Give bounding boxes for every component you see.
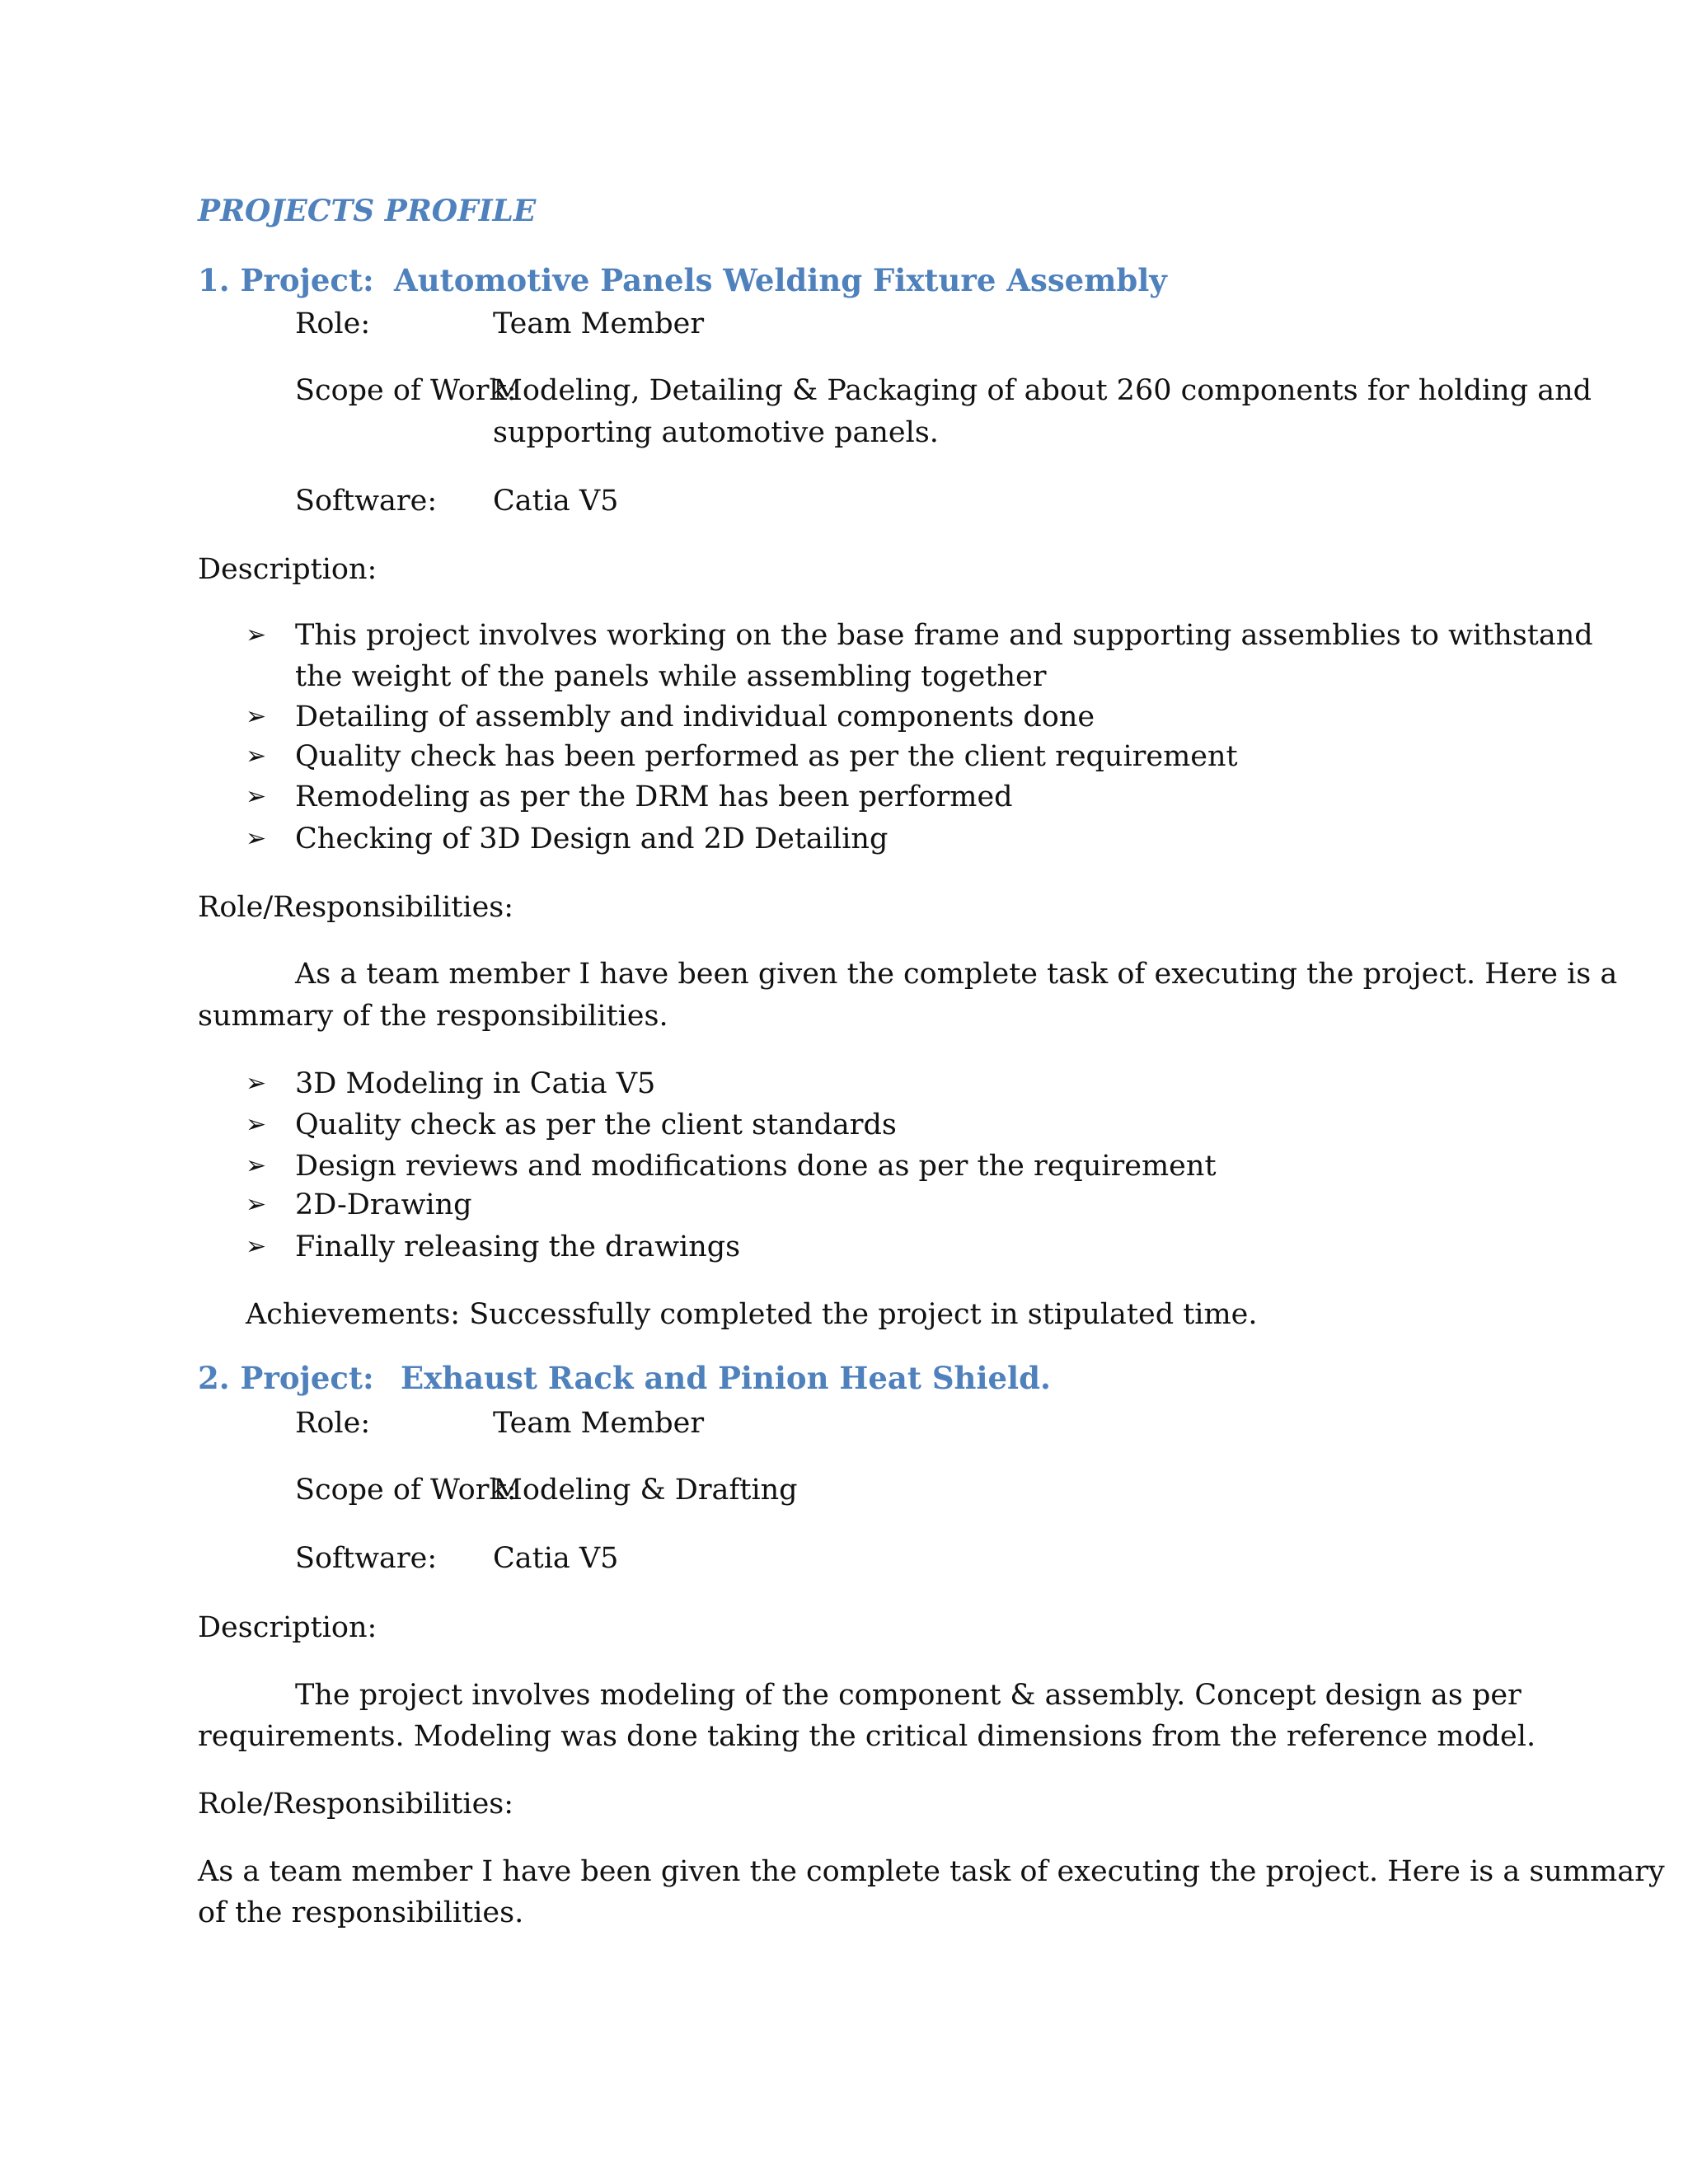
bullet-text: Checking of 3D Design and 2D Detailing	[295, 823, 889, 855]
arrow-bullet-icon: ➢	[246, 1151, 267, 1180]
arrow-bullet-icon: ➢	[246, 782, 267, 811]
project-1-responsibilities-intro-line2: summary of the responsibilities.	[198, 1000, 668, 1033]
project-1-description-bullet	[246, 776, 1013, 818]
project-2-scope-label: Scope of Work:	[295, 1474, 517, 1507]
project-2-scope-value: Modeling & Drafting	[493, 1474, 798, 1507]
project-1-responsibility-bullet	[246, 1226, 741, 1268]
project-1-description-bullet	[246, 615, 1593, 656]
project-1-description-bullet	[246, 696, 1095, 738]
project-1-description-bullet	[246, 818, 889, 860]
project-2-role-value: Team Member	[493, 1407, 705, 1440]
project-1-description-label: Description:	[198, 553, 377, 586]
project-1-responsibility-bullet	[246, 1104, 897, 1146]
project-2-responsibilities-intro-line2: of the responsibilities.	[198, 1896, 524, 1929]
project-1-number: 1. Project:	[198, 262, 374, 298]
arrow-bullet-icon: ➢	[246, 1110, 267, 1139]
project-2-number: 2. Project:	[198, 1360, 374, 1396]
project-1-responsibilities-label: Role/Responsibilities:	[198, 891, 514, 924]
project-2-software-value: Catia V5	[493, 1542, 619, 1575]
project-2-role-label: Role:	[295, 1407, 371, 1440]
arrow-bullet-icon: ➢	[246, 1190, 267, 1219]
project-2-responsibilities-label: Role/Responsibilities:	[198, 1788, 514, 1821]
project-1-responsibility-bullet	[246, 1063, 656, 1104]
arrow-bullet-icon: ➢	[246, 742, 267, 771]
project-1-responsibility-bullet	[246, 1146, 1217, 1187]
bullet-text: Quality check as per the client standards	[295, 1108, 897, 1141]
project-1-software-label: Software:	[295, 485, 438, 518]
project-1-description-bullet-continuation: the weight of the panels while assembling together	[295, 660, 1047, 693]
project-1-scope-value-line2: supporting automotive panels.	[493, 416, 939, 449]
project-1-software-value: Catia V5	[493, 485, 619, 518]
section-title: PROJECTS PROFILE	[198, 194, 537, 228]
bullet-text: 2D-Drawing	[295, 1188, 472, 1221]
arrow-bullet-icon: ➢	[246, 1069, 267, 1098]
project-2-responsibilities-intro-line1: As a team member I have been given the complete task of executing the project. Here is a summary	[198, 1855, 1665, 1888]
project-2-software-label: Software:	[295, 1542, 438, 1575]
project-1-scope-label: Scope of Work:	[295, 374, 517, 407]
bullet-text: Finally releasing the drawings	[295, 1230, 741, 1263]
project-1-role-label: Role:	[295, 307, 371, 340]
project-2-description-line2: requirements. Modeling was done taking the critical dimensions from the reference model.	[198, 1720, 1536, 1753]
arrow-bullet-icon: ➢	[246, 621, 267, 649]
project-1-responsibilities-intro-line1: As a team member I have been given the complete task of executing the project. Here is a	[295, 958, 1618, 991]
project-1-description-bullet	[246, 736, 1238, 777]
project-1-role-value: Team Member	[493, 307, 705, 340]
project-1-scope-value-line1: Modeling, Detailing & Packaging of about 260 components for holding and	[493, 374, 1592, 407]
project-2-description-line1: The project involves modeling of the component & assembly. Concept design as per	[295, 1679, 1522, 1712]
project-1-title: Automotive Panels Welding Fixture Assembly	[394, 262, 1167, 298]
bullet-text: Detailing of assembly and individual components done	[295, 701, 1095, 733]
bullet-text: This project involves working on the base frame and supporting assemblies to withstand	[295, 619, 1593, 652]
arrow-bullet-icon: ➢	[246, 824, 267, 853]
bullet-text: Quality check has been performed as per the client requirement	[295, 740, 1238, 773]
bullet-text: Design reviews and modifications done as per the requirement	[295, 1150, 1217, 1183]
arrow-bullet-icon: ➢	[246, 702, 267, 731]
bullet-text: 3D Modeling in Catia V5	[295, 1067, 656, 1100]
project-1-achievements: Achievements: Successfully completed the project in stipulated time.	[246, 1298, 1258, 1331]
arrow-bullet-icon: ➢	[246, 1232, 267, 1261]
project-1-responsibility-bullet	[246, 1184, 472, 1226]
project-2-description-label: Description:	[198, 1611, 377, 1644]
project-2-title: Exhaust Rack and Pinion Heat Shield.	[401, 1360, 1051, 1396]
bullet-text: Remodeling as per the DRM has been performed	[295, 780, 1013, 813]
